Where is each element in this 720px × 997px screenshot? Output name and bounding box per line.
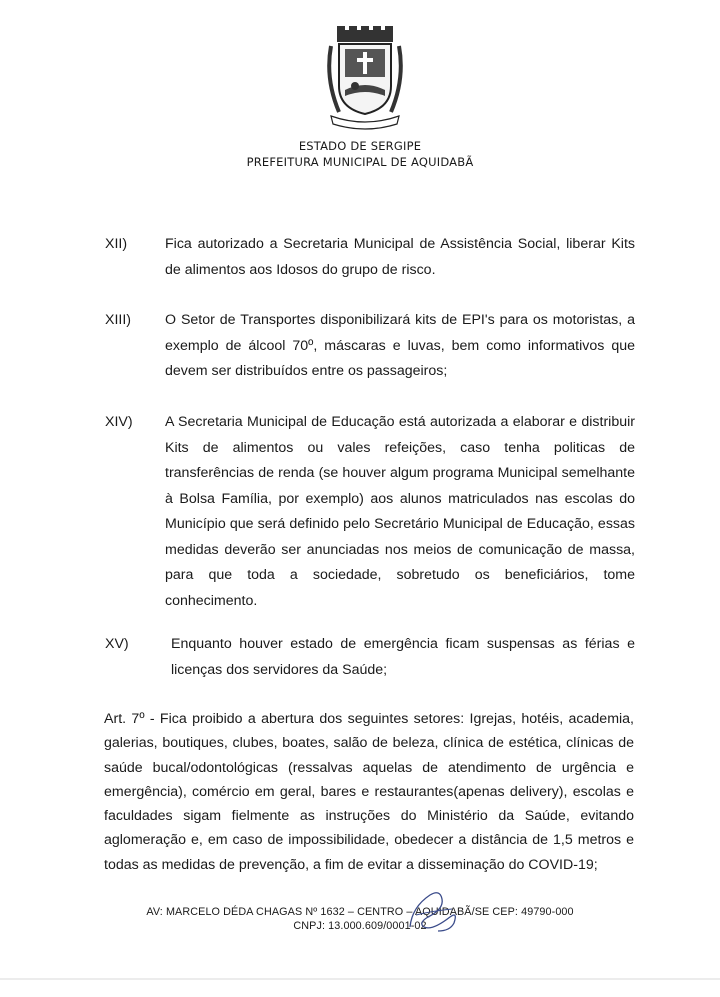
footer (0, 906, 720, 933)
footer-cnpj: CNPJ: 13.000.609/0001-02 (293, 919, 427, 932)
footer-address: AV: MARCELO DÉDA CHAGAS Nº 1632 – CENTRO – AQUIDABÃ/SE CEP: 49790-000 (146, 906, 574, 918)
article-7-paragraph: Art. 7º - Fica proibido a abertura dos seguintes setores: Igrejas, hotéis, academia, galerias, boutiques, clubes, boates, salão de beleza, clínica de estética, clínicas de saúde bucal/odontológicas (ressalvas aquelas de atendimento de urgência e emergência), comércio em geral, bares e restaurantes(apenas delivery), escolas e faculdades sigam fielmente as instruções do Ministério da Saúde, evitando aglomeração e, em caso de impossibilidade, obedecer a distância de 1,5 metros e todas as medidas de prevenção, a fim de evitar a disseminação do COVID-19; (104, 711, 634, 873)
item-text: Enquanto houver estado de emergência ficam suspensas as férias e licenças dos servidores da Saúde; (171, 636, 635, 678)
state-name: ESTADO DE SERGIPE (298, 139, 422, 153)
municipality-name: PREFEITURA MUNICIPAL DE AQUIDABÃ (246, 155, 474, 169)
handwritten-signature-icon (402, 887, 462, 935)
list-item (105, 632, 635, 683)
list-item (105, 232, 635, 283)
item-number: XIII) (105, 312, 132, 328)
item-text: Fica autorizado a Secretaria Municipal de Assistência Social, liberar Kits de alimentos aos Idosos do grupo de risco. (165, 236, 635, 278)
item-text: O Setor de Transportes disponibilizará kits de EPI's para os motoristas, a exemplo de álcool 70º, máscaras e luvas, bem como informativos que devem ser distribuídos entre os passageiros; (165, 312, 635, 379)
scan-divider (0, 978, 720, 980)
municipal-coat-of-arms-icon (325, 24, 405, 134)
item-number: XV) (105, 636, 129, 652)
list-item (105, 410, 635, 614)
item-number: XII) (105, 236, 128, 252)
item-number: XIV) (105, 414, 133, 430)
item-text: A Secretaria Municipal de Educação está autorizada a elaborar e distribuir Kits de alimentos ou vales refeições, caso tenha politicas de transferências de renda (se houver algum programa Municipal semelhante à Bolsa Família, por exemplo) aos alunos matriculados nas escolas do Município que será definido pelo Secretário Municipal de Educação, essas medidas deverão ser anunciadas nos meios de comunicação de massa, para que toda a sociedade, sobretudo os beneficiários, tome conhecimento. (165, 414, 635, 609)
list-item (105, 308, 635, 385)
